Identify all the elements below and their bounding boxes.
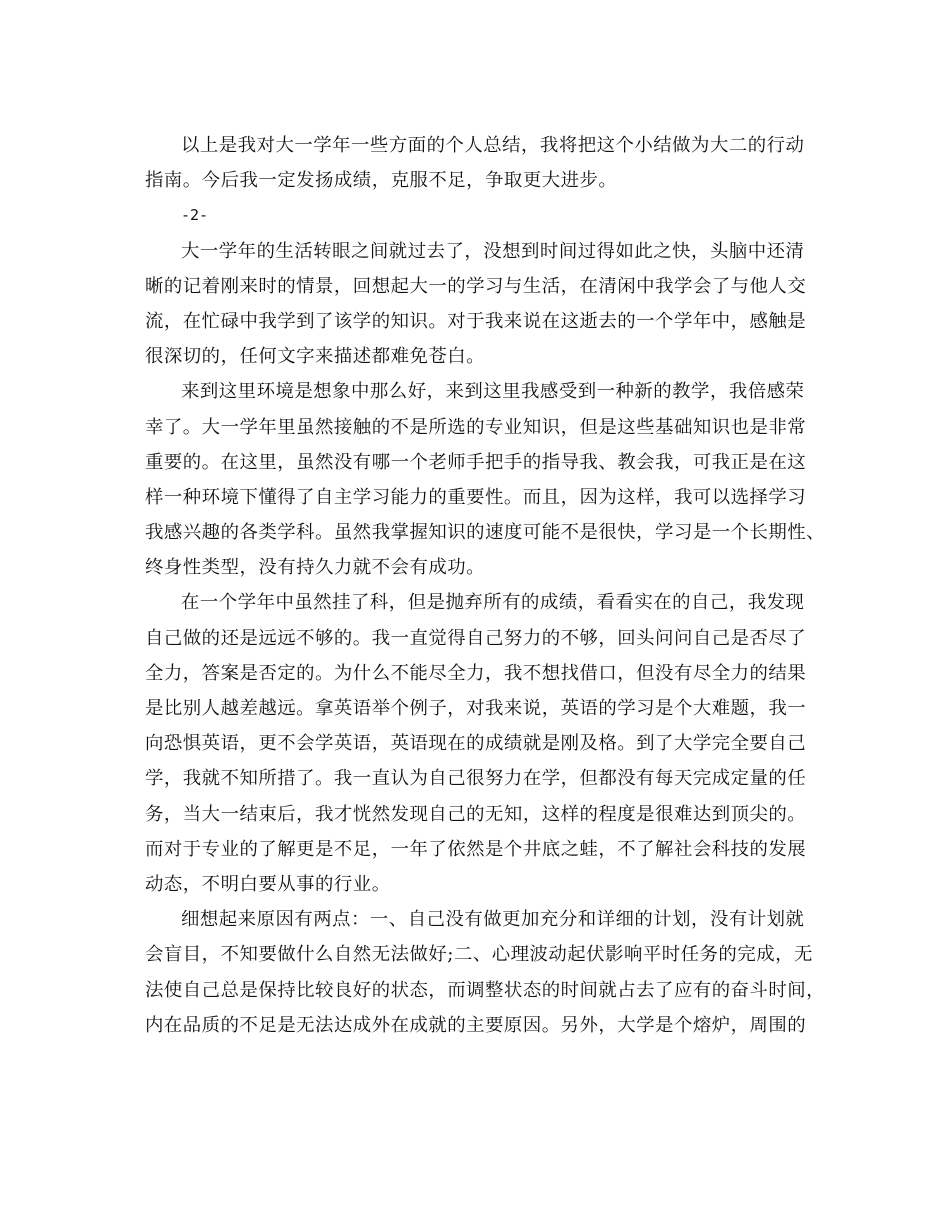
text-line: 指南。今后我一定发扬成绩，克服不足，争取更大进步。 [145, 170, 618, 192]
paragraph-reflection [145, 234, 805, 375]
text-line: 动态，不明白要从事的行业。 [145, 873, 391, 895]
text-line: 流，在忙碌中我学到了该学的知识。对于我来说在这逝去的一个学年中，感触是 [145, 310, 807, 332]
text-line: 是比别人越差越远。拿英语举个例子，对我来说，英语的学习是个大难题，我一 [145, 698, 807, 719]
page-marker: -2- [181, 206, 209, 225]
text-line: 以上是我对大一学年一些方面的个人总结，我将把这个小结做为大二的行动 [181, 135, 805, 156]
text-line: 细想起来原因有两点：一、自己没有做更加充分和详细的计划，没有计划就 [181, 909, 805, 931]
text-line: 务，当大一结束后，我才恍然发现自己的无知，这样的程度是很难达到顶尖的。 [145, 803, 807, 825]
text-line: 来到这里环境是想象中那么好，来到这里我感受到一种新的教学，我倍感荣 [181, 381, 805, 403]
text-line: 向恐惧英语，更不会学英语，英语现在的成绩就是刚及格。到了大学完全要自己 [145, 733, 807, 755]
text-line: 在一个学年中虽然挂了科，但是抛弃所有的成绩，看看实在的自己，我发现 [181, 592, 805, 614]
text-line: 终身性类型，没有持久力就不会有成功。 [145, 557, 486, 579]
text-line: 重要的。在这里，虽然没有哪一个老师手把手的指导我、教会我，可我正是在这 [145, 451, 807, 473]
text-line: 全力，答案是否定的。为什么不能尽全力，我不想找借口，但没有尽全力的结果 [145, 662, 807, 684]
paragraph-reasons [145, 902, 826, 1043]
text-line: 自己做的还是远远不够的。我一直觉得自己努力的不够，回头问问自己是否尽了 [145, 627, 807, 649]
paragraph-summary [145, 128, 805, 198]
text-line: 学，我就不知所措了。我一直认为自己很努力在学，但都没有每天完成定量的任 [145, 768, 807, 790]
text-line: 而对于专业的了解更是不足，一年了依然是个井底之蛙，不了解社会科技的发展 [145, 838, 807, 860]
document-body [145, 128, 826, 1043]
paragraph-environment [145, 374, 826, 585]
text-line: 大一学年的生活转眼之间就过去了，没想到时间过得如此之快，头脑中还清 [181, 240, 805, 262]
text-line: 内在品质的不足是无法达成外在成就的主要原因。另外，大学是个熔炉，周围的 [145, 1014, 807, 1036]
text-line: 很深切的，任何文字来描述都难免苍白。 [145, 346, 486, 368]
text-line: 我感兴趣的各类学科。虽然我掌握知识的速度可能不是很快，学习是一个长期性、 [145, 522, 826, 544]
text-line: 法使自己总是保持比较良好的状态，而调整状态的时间就占去了应有的奋斗时间， [145, 979, 826, 1001]
text-line: 幸了。大一学年里虽然接触的不是所选的专业知识，但是这些基础知识也是非常 [145, 416, 807, 438]
text-line: 晰的记着刚来时的情景，回想起大一的学习与生活，在清闲中我学会了与他人交 [145, 275, 807, 297]
text-line: 会盲目，不知要做什么自然无法做好;二、心理波动起伏影响平时任务的完成，无 [145, 944, 813, 966]
paragraph-shortcomings [145, 585, 805, 902]
text-line: 样一种环境下懂得了自主学习能力的重要性。而且，因为这样，我可以选择学习 [145, 486, 807, 508]
